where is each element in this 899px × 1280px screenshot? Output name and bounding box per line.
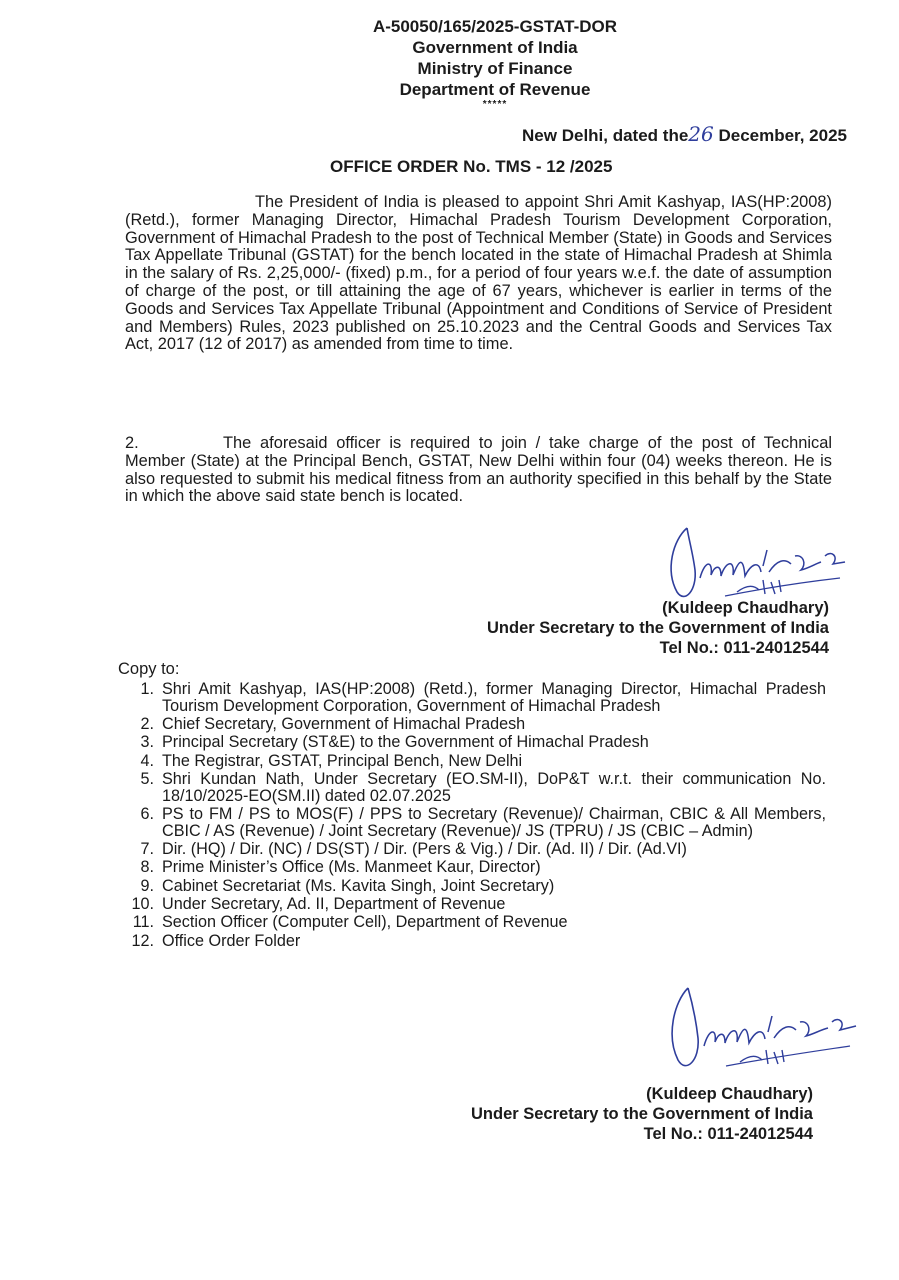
list-item bbox=[120, 859, 826, 876]
item-number: 8. bbox=[140, 858, 154, 877]
list-item bbox=[120, 933, 826, 950]
signatory-designation: Under Secretary to the Government of India bbox=[471, 1105, 813, 1123]
item-number: 1. bbox=[140, 680, 154, 698]
item-text: Principal Secretary (ST&E) to the Government of Himachal Pradesh bbox=[162, 733, 649, 752]
item-text: Shri Kundan Nath, Under Secretary (EO.SM-II), DoP&T w.r.t. their communication No. 18/10/2025-EO(SM.II) dated 02.07.2025 bbox=[162, 769, 826, 805]
paragraph-1: The President of India is pleased to appoint Shri Amit Kashyap, IAS(HP:2008) (Retd.), former Managing Director, Himachal Pradesh Tourism Development Corporation, Government of Himachal Pradesh to the post of Technical Member (State) in Goods and Services Tax Appellate Tribunal (GSTAT) for the bench located in the state of Himachal Pradesh at Shimla in the salary of Rs. 2,25,000/- (fixed) p.m., for a period of four years w.e.f. the date of assumption of charge of the post, or till attaining the age of 67 years, whichever is earlier in terms of the Goods and Services Tax Appellate Tribunal (Appointment and Conditions of Service of President and Members) Rules, 2023 published on 25.10.2023 and the Central Goods and Services Tax Act, 2017 (12 of 2017) as amended from time to time. bbox=[125, 193, 832, 354]
letterhead bbox=[300, 16, 690, 110]
signatory-name: (Kuldeep Chaudhary) bbox=[646, 1085, 813, 1103]
item-number: 12. bbox=[131, 931, 154, 950]
signature-block-2 bbox=[471, 1084, 813, 1144]
item-text: Office Order Folder bbox=[162, 931, 301, 950]
item-text: Under Secretary, Ad. II, Department of Revenue bbox=[162, 895, 506, 914]
copy-to-list bbox=[120, 681, 826, 951]
paragraph-2 bbox=[125, 435, 832, 506]
list-item bbox=[120, 771, 826, 805]
signatory-name: (Kuldeep Chaudhary) bbox=[662, 599, 829, 617]
dateline bbox=[522, 122, 847, 146]
signature-image bbox=[660, 980, 865, 1080]
list-item bbox=[120, 896, 826, 913]
item-text: The Registrar, GSTAT, Principal Bench, New Delhi bbox=[162, 751, 523, 770]
signatory-designation: Under Secretary to the Government of India bbox=[487, 619, 829, 637]
item-text: Shri Amit Kashyap, IAS(HP:2008) (Retd.), former Managing Director, Himachal Pradesh Tourism Development Corporation, Government of Himachal Pradesh bbox=[162, 680, 826, 715]
item-text: Cabinet Secretariat (Ms. Kavita Singh, Joint Secretary) bbox=[162, 876, 555, 895]
item-text: Section Officer (Computer Cell), Department of Revenue bbox=[162, 913, 568, 932]
list-item bbox=[120, 806, 826, 840]
signatory-telephone: Tel No.: 011-24012544 bbox=[643, 1125, 813, 1143]
list-item bbox=[120, 841, 826, 858]
item-number: 6. bbox=[140, 805, 154, 824]
separator-stars: ***** bbox=[482, 99, 508, 110]
list-item bbox=[120, 914, 826, 931]
list-item bbox=[120, 681, 826, 715]
file-number: A-50050/165/2025-GSTAT-DOR bbox=[372, 17, 618, 36]
item-number: 10. bbox=[131, 895, 154, 914]
government-line: Government of India bbox=[412, 38, 578, 57]
list-item bbox=[120, 878, 826, 895]
item-number: 7. bbox=[140, 840, 154, 859]
item-number: 9. bbox=[140, 876, 154, 895]
signatory-telephone: Tel No.: 011-24012544 bbox=[659, 639, 829, 657]
handwritten-day: 26 bbox=[688, 122, 714, 146]
item-text: Prime Minister’s Office (Ms. Manmeet Kaur, Director) bbox=[162, 858, 541, 877]
order-title: OFFICE ORDER No. TMS - 12 /2025 bbox=[330, 157, 613, 176]
item-text: PS to FM / PS to MOS(F) / PPS to Secretary (Revenue)/ Chairman, CBIC & All Members, CBIC / AS (Revenue) / Joint Secretary (Revenue)/ JS (TPRU) / JS (CBIC – Admin) bbox=[162, 805, 826, 840]
item-text: Dir. (HQ) / Dir. (NC) / DS(ST) / Dir. (Pers & Vig.) / Dir. (Ad. II) / Dir. (Ad.VI) bbox=[162, 840, 687, 859]
signature-block-1 bbox=[487, 598, 829, 658]
ministry-line: Ministry of Finance bbox=[417, 59, 573, 78]
signature-image bbox=[655, 520, 855, 610]
paragraph-2-text: The aforesaid officer is required to join / take charge of the post of Technical Member (State) at the Principal Bench, GSTAT, New Delhi within four (04) weeks thereon. He is also requested to submit his medical fitness from an authority specified in this behalf by the State in which the above said state bench is located. bbox=[125, 434, 832, 506]
dateline-prefix: New Delhi, dated the bbox=[522, 126, 689, 145]
item-number: 3. bbox=[140, 733, 154, 752]
item-number: 4. bbox=[140, 751, 154, 770]
list-item bbox=[120, 734, 826, 751]
list-item bbox=[120, 753, 826, 770]
list-item bbox=[120, 716, 826, 733]
department-line: Department of Revenue bbox=[399, 80, 591, 99]
item-number: 11. bbox=[132, 913, 154, 932]
paragraph-number: 2. bbox=[125, 434, 139, 452]
item-number: 5. bbox=[140, 769, 154, 788]
copy-to-label: Copy to: bbox=[118, 660, 180, 678]
item-text: Chief Secretary, Government of Himachal Pradesh bbox=[162, 715, 526, 734]
dateline-suffix: December, 2025 bbox=[713, 126, 847, 145]
item-number: 2. bbox=[140, 715, 154, 734]
